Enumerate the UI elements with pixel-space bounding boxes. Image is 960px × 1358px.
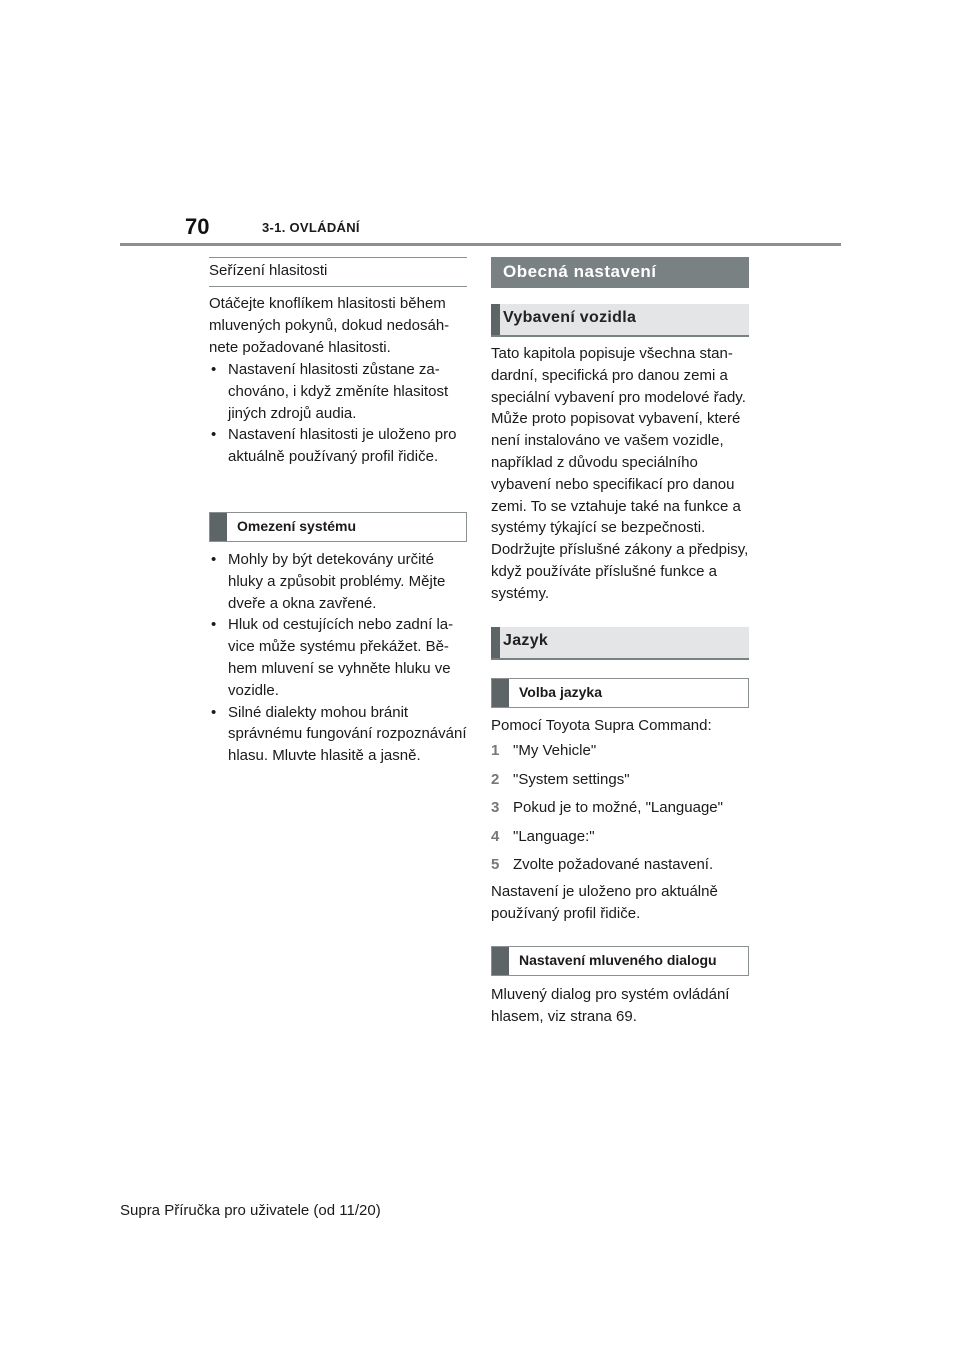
list-item: • Mohly by být detekovány určité hluky a způsobit problémy. Mějte dveře a okna zavřené.: [209, 549, 471, 614]
limits-bullet-list: [209, 549, 471, 767]
list-item: • Nastavení hlasitosti je uloženo pro aktuálně používaný profil řidiče.: [209, 424, 471, 468]
heading-bar: [491, 627, 500, 658]
equipment-heading: Vybavení vozidla: [491, 304, 749, 337]
volume-heading: Seřízení hlasitosti: [209, 257, 467, 287]
limits-heading: Omezení systému: [209, 512, 467, 542]
heading-bar: [492, 947, 509, 975]
chapter-title: 3-1. OVLÁDÁNÍ: [262, 220, 360, 235]
step-item: 2 "System settings": [491, 770, 630, 788]
volume-text: Otáčejte knoflíkem hlasitosti během mluvených pokynů, dokud nedosáhnete požadované hlasitosti.: [209, 295, 450, 356]
general-settings-banner: Obecná nastavení: [491, 257, 749, 288]
language-saved-text: Nastavení je uloženo pro aktuálně používaný profil řidiče.: [491, 883, 718, 922]
language-heading: Jazyk: [491, 627, 749, 660]
language-intro: Pomocí Toyota Supra Command:: [491, 717, 712, 734]
heading-bar: [210, 513, 227, 541]
heading-bar: [491, 304, 500, 335]
list-item: • Silné dialekty mohou bránit správnému fungování rozpoznávání hlasu. Mluvte hlasitě a jasně.: [209, 702, 471, 767]
language-select-heading: Volba jazyka: [491, 678, 749, 708]
step-item: 1 "My Vehicle": [491, 742, 597, 759]
page-number: 70: [185, 214, 210, 239]
dialog-heading: Nastavení mluveného dialogu: [491, 946, 749, 976]
list-item: • Nastavení hlasitosti zůstane zachováno, i když změníte hlasitost jiných zdrojů audia.: [209, 359, 471, 424]
language-steps: [491, 740, 753, 883]
footer-text: Supra Příručka pro uživatele (od 11/20): [120, 1202, 381, 1219]
step-item: 5 Zvolte požadované nastavení.: [491, 856, 714, 873]
equipment-text: Tato kapitola popisuje všechna standardní, specifická pro danou zemi a speciální vybavení pro modelové řady. Může proto popisovat vybavení, které není instalováno ve vašem vozidle, například z důvodu speciálního vybavení nebo specifikací pro danou zemi. To se vztahuje také na funkce a systémy týkající se bezpečnosti. Dodržujte příslušné zákony a předpisy, když používáte příslušné funkce a systémy.: [491, 345, 749, 602]
list-item: • Hluk od cestujících nebo zadní lavice může systému překážet. Během mluvení se vyhněte hluku ve vozidle.: [209, 614, 471, 701]
heading-bar: [492, 679, 509, 707]
dialog-text: Mluvený dialog pro systém ovládání hlasem, viz strana 69.: [491, 986, 730, 1025]
header-divider: [120, 243, 841, 246]
volume-bullet-list: [209, 359, 471, 468]
step-item: 3 Pokud je to možné, "Language": [491, 799, 723, 816]
step-item: 4 "Language:": [491, 827, 595, 845]
